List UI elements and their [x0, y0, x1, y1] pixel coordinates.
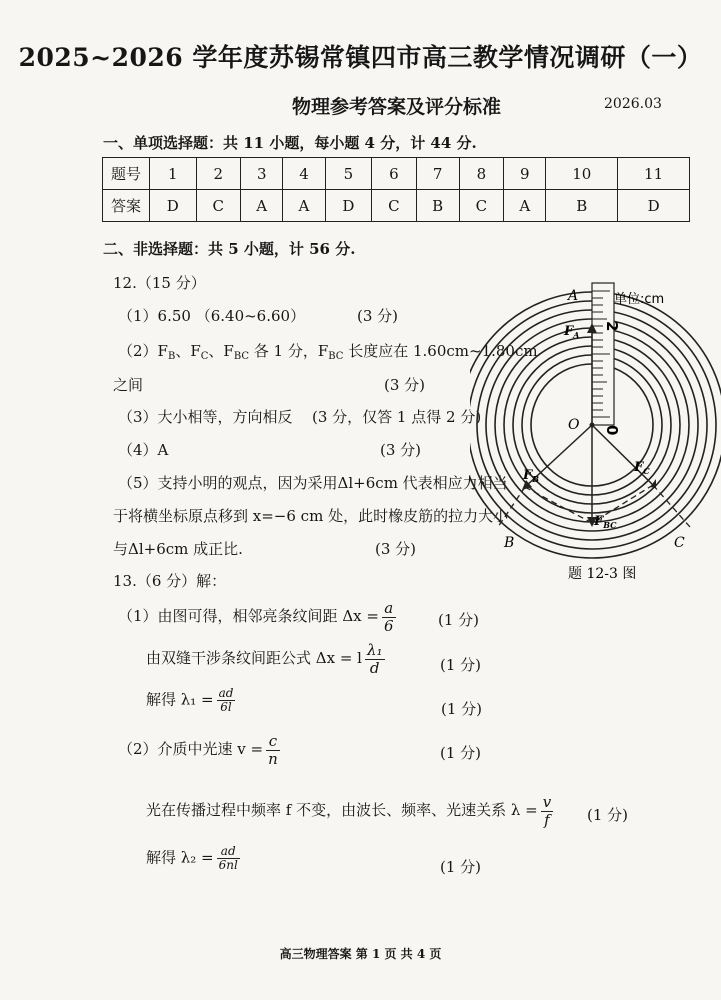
subscript: BC [233, 351, 249, 362]
document-title: 2025~2026 学年度苏锡常镇四市高三教学情况调研（一） [18, 43, 703, 72]
q13-step1-score: (1 分) [438, 611, 480, 629]
q13-step4 [118, 733, 283, 767]
q13-step5-score: (1 分) [587, 806, 629, 824]
q12-part5-line3: 与Δl+6cm 成正比. [113, 540, 243, 558]
q13-step1 [118, 600, 399, 634]
numerator: v [542, 793, 552, 811]
q12-part2-score: (3 分) [384, 376, 426, 394]
answer-cell: A [241, 190, 283, 222]
q12-part5-score: (3 分) [375, 540, 417, 558]
q12-part2-seg: 、F [208, 342, 234, 360]
table-row-numbers [103, 158, 690, 190]
q13-step2-score: (1 分) [440, 656, 482, 674]
q13-step6-score: (1 分) [440, 858, 482, 876]
numerator: a [382, 600, 396, 618]
q12-part4: （4）A [118, 441, 169, 459]
answer-table [102, 157, 690, 222]
answer-cell: B [546, 190, 618, 222]
question-number: 7 [416, 158, 459, 190]
fraction [365, 642, 385, 676]
page-footer: 高三物理答案 第 1 页 共 4 页 [279, 947, 442, 961]
q13-step6-text: 解得 λ₂ = [146, 848, 214, 867]
q13-step4-score: (1 分) [440, 744, 482, 762]
q12-part2-seg: 各 1 分，F [249, 342, 329, 360]
label-fa-sub: A [573, 330, 580, 340]
answer-cell: A [504, 190, 546, 222]
q12-label: 12.（15 分） [113, 274, 206, 292]
label-fb-sub: B [532, 474, 539, 484]
label-fb [522, 468, 539, 484]
question-number: 3 [241, 158, 283, 190]
q13-step3 [146, 687, 238, 714]
question-number: 4 [283, 158, 325, 190]
q12-part4-score: (3 分) [380, 441, 422, 459]
label-fa-f: F [564, 324, 574, 339]
label-fc [633, 460, 650, 476]
document-date: 2026.03 [604, 96, 662, 112]
section2-heading: 二、非选择题：共 5 小题，计 56 分. [103, 240, 356, 258]
fraction [266, 733, 280, 767]
q13-step3-score: (1 分) [441, 700, 483, 718]
section1-heading: 一、单项选择题：共 11 小题，每小题 4 分，计 44 分. [103, 134, 477, 152]
q12-part2-line2: 之间 [113, 376, 144, 394]
q13-step3-text: 解得 λ₁ = [146, 690, 214, 709]
fraction [217, 687, 236, 714]
q13-label: 13.（6 分）解： [113, 572, 227, 590]
denominator: 6 [383, 616, 394, 635]
answer-cell: D [150, 190, 197, 222]
answer-cell: A [283, 190, 325, 222]
answer-cell: C [196, 190, 241, 222]
numerator: c [266, 733, 280, 751]
origin-point [590, 423, 595, 428]
denominator: 6nl [218, 858, 238, 873]
subscript: BC [328, 351, 344, 362]
subscript: C [200, 351, 209, 362]
q12-part2-seg: （2）F [118, 342, 168, 360]
question-number: 1 [150, 158, 197, 190]
force-lines [525, 327, 653, 523]
answer-cell: C [372, 190, 417, 222]
figure-12-3 [470, 275, 721, 595]
question-number: 6 [372, 158, 417, 190]
fraction [541, 794, 553, 828]
q13-step4-text: （2）介质中光速 v = [118, 740, 264, 758]
subscript: B [167, 351, 176, 362]
q13-step5 [146, 794, 556, 828]
answer-cell: C [459, 190, 504, 222]
question-number: 9 [504, 158, 546, 190]
document-subtitle: 物理参考答案及评分标准 [292, 96, 502, 118]
question-number: 8 [459, 158, 504, 190]
q12-part2-seg: 长度应在 1.60cm~1.80cm [343, 342, 538, 360]
q12-part1-score: (3 分) [357, 307, 399, 325]
denominator: d [369, 658, 380, 677]
label-fbc-f: F [594, 514, 604, 529]
label-fbc [593, 514, 617, 530]
label-fbc-sub: BC [603, 520, 617, 530]
unit-label: 单位:cm [614, 292, 665, 307]
q12-part1: （1）6.50 （6.40~6.60） [118, 307, 306, 325]
answer-cell: D [325, 190, 372, 222]
q12-part3: （3）大小相等，方向相反 [118, 408, 293, 426]
question-number: 5 [325, 158, 372, 190]
label-a: A [568, 288, 579, 304]
label-c: C [674, 535, 685, 551]
question-number: 2 [196, 158, 241, 190]
q12-part2-seg: 、F [175, 342, 201, 360]
ruler-tick-label: 0 [603, 425, 621, 436]
q13-step2-text: 由双缝干涉条纹间距公式 Δx = l [146, 649, 362, 667]
denominator: f [544, 810, 550, 829]
numerator: ad [217, 845, 240, 859]
label-fc-sub: C [643, 466, 650, 476]
answer-cell: B [416, 190, 459, 222]
q13-step1-text: （1）由图可得，相邻亮条纹间距 Δx = [118, 607, 379, 625]
q12-part3-score: (3 分，仅答 1 点得 2 分) [312, 408, 482, 426]
question-number: 10 [546, 158, 618, 190]
q13-step6 [146, 845, 243, 872]
numerator: ad [218, 686, 234, 700]
numerator: λ₁ [366, 641, 383, 659]
label-o: O [568, 417, 580, 433]
row-label-answer: 答案 [103, 190, 150, 222]
figure-caption: 题 12-3 图 [568, 566, 637, 582]
label-fb-f: F [523, 468, 533, 483]
q12-part5-line2: 于将横坐标原点移到 x=−6 cm 处，此时橡皮筋的拉力大小 [113, 507, 509, 525]
fraction [382, 600, 396, 634]
ruler-tick-label: 2 [603, 321, 621, 332]
q13-step2 [146, 642, 388, 676]
denominator: 6l [220, 700, 232, 715]
table-row-answers [103, 190, 690, 222]
label-fc-f: F [634, 460, 644, 475]
answer-cell: D [618, 190, 690, 222]
fraction [217, 845, 240, 872]
q13-step5-text: 光在传播过程中频率 f 不变，由波长、频率、光速关系 λ = [146, 801, 538, 819]
row-label-question: 题号 [103, 158, 150, 190]
denominator: n [268, 749, 278, 768]
q12-part5-line1: （5）支持小明的观点，因为采用Δl+6cm 代表相应力相当 [118, 474, 508, 492]
label-b: B [504, 535, 515, 551]
question-number: 11 [618, 158, 690, 190]
label-fa [563, 324, 579, 340]
